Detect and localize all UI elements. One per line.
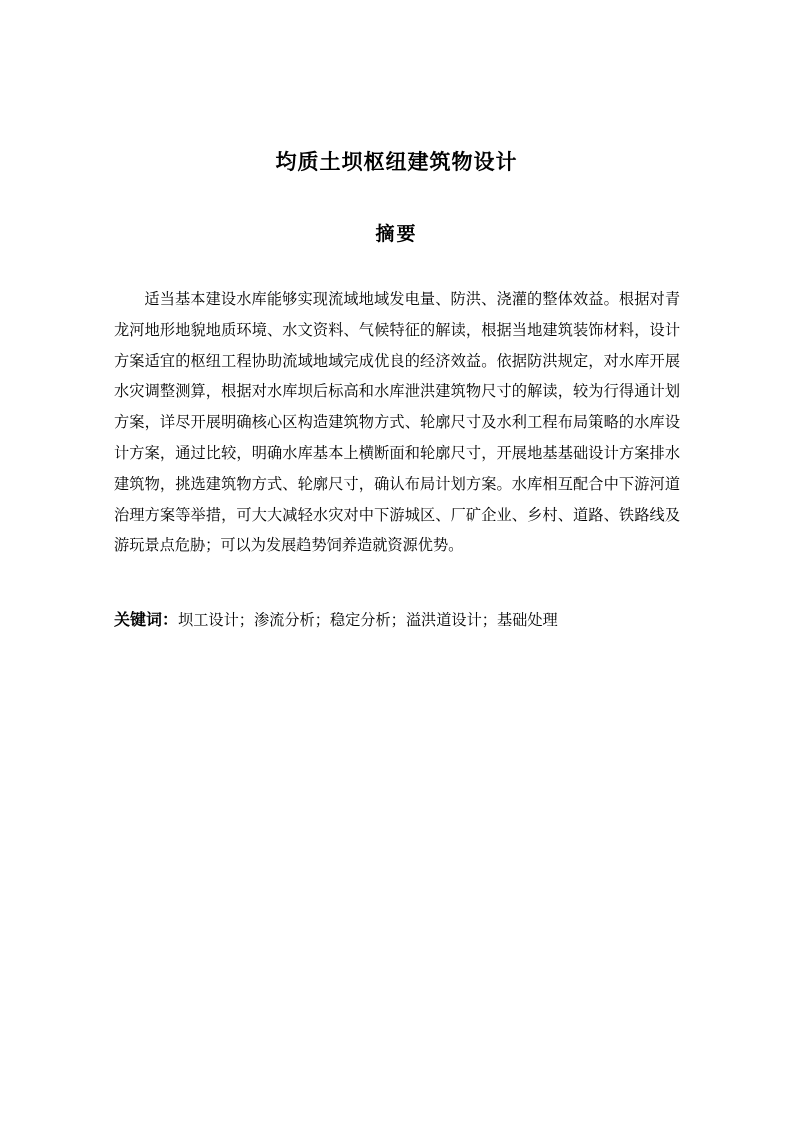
keywords-text: 坝工设计；渗流分析；稳定分析；溢洪道设计；基础处理 <box>178 611 558 629</box>
abstract-heading: 摘要 <box>375 223 418 245</box>
keywords-line <box>114 609 680 631</box>
document-title: 均质土坝枢纽建筑物设计 <box>275 150 518 174</box>
abstract-body: 适当基本建设水库能够实现流域地域发电量、防洪、浇灌的整体效益。根据对青龙河地形地貌地质环境、水文资料、气候特征的解读，根据当地建筑装饰材料，设计方案适宜的枢纽工程协助流域地域完成优良的经济效益。依据防洪规定，对水库开展水灾调整测算，根据对水库坝后标高和水库泄洪建筑物尺寸的解读，较为行得通计划方案，详尽开展明确核心区构造建筑物方式、轮廓尺寸及水利工程布局策略的水库设计方案，通过比较，明确水库基本上横断面和轮廓尺寸，开展地基基础设计方案排水建筑物，挑选建筑物方式、轮廓尺寸，确认布局计划方案。水库相互配合中下游河道治理方案等举措，可大大减轻水灾对中下游城区、厂矿企业、乡村、道路、铁路线及游玩景点危胁；可以为发展趋势饲养造就资源优势。 <box>114 290 680 555</box>
keywords-label: 关键词： <box>114 610 179 629</box>
